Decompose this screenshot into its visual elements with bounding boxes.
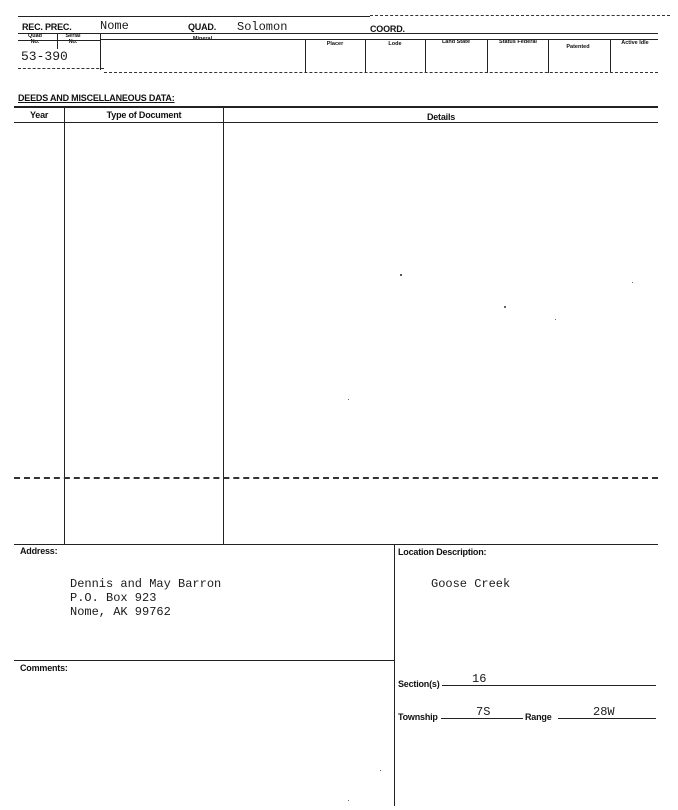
address-line-3: Nome, AK 99762: [70, 605, 171, 619]
range-label: Range: [525, 712, 552, 722]
comments-label: Comments:: [20, 663, 68, 673]
coord-label: COORD.: [370, 24, 405, 34]
location-description-label: Location Description:: [398, 547, 487, 557]
placer-header: Placer: [326, 41, 344, 47]
year-column-header: Year: [30, 110, 49, 120]
lode-header: Lode: [388, 41, 402, 47]
deeds-section-title: DEEDS AND MISCELLANEOUS DATA:: [18, 93, 175, 103]
section-value: 16: [472, 672, 487, 686]
address-line-1: Dennis and May Barron: [70, 577, 222, 591]
type-of-document-column-header: Type of Document: [106, 110, 182, 120]
active-idle-header: Active Idle: [621, 40, 649, 46]
quad-value: Solomon: [237, 20, 288, 34]
township-label: Township: [398, 712, 438, 722]
rec-prec-label: REC. PREC.: [22, 22, 72, 32]
township-value: 7S: [476, 705, 491, 719]
section-label: Section(s): [398, 679, 440, 689]
mineral-header: Mineral: [192, 36, 213, 42]
quad-label: QUAD.: [188, 22, 216, 32]
status-federal-header: Status Federal: [499, 39, 537, 45]
range-value: 28W: [593, 705, 615, 719]
serial-no-header: Serial No.: [65, 33, 81, 45]
quad-no-header: Quad No.: [27, 33, 43, 45]
details-column-header: Details: [426, 112, 456, 122]
address-label: Address:: [20, 546, 58, 556]
land-state-header: Land State: [441, 39, 471, 45]
location-description-value: Goose Creek: [431, 577, 511, 591]
address-line-2: P.O. Box 923: [70, 591, 157, 605]
patented-header: Patented: [566, 44, 590, 50]
quad-serial-value: 53-390: [21, 49, 68, 64]
rec-prec-value: Nome: [100, 19, 129, 33]
